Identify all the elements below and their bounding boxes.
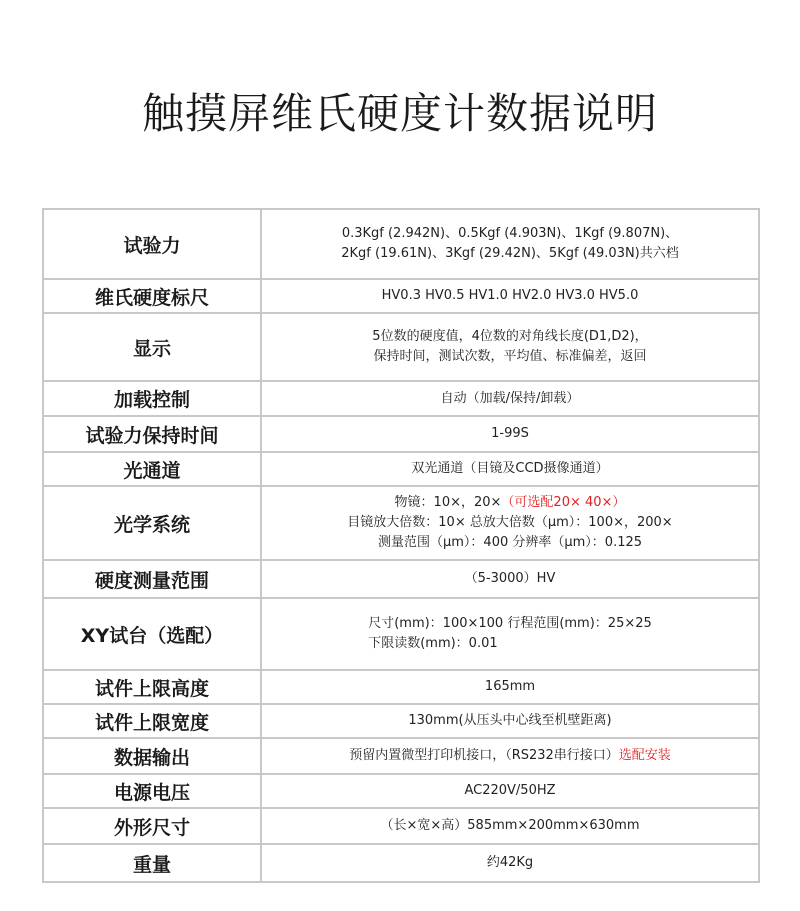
spec-value — [261, 486, 759, 560]
spec-value-line: 约42Kg — [486, 855, 534, 870]
spec-value-line: 尺寸(mm)：100×100 行程范围(mm)：25×25 — [368, 616, 652, 631]
spec-table — [42, 208, 760, 883]
spec-row-optical-system — [43, 486, 759, 560]
spec-value-line: 保持时间，测试次数，平均值、标准偏差，返回 — [373, 349, 647, 364]
spec-row-xy-stage — [43, 598, 759, 670]
spec-value — [261, 738, 759, 774]
spec-value-line: 5位数的硬度值，4位数的对角线长度(D1,D2)， — [372, 329, 648, 344]
spec-value — [261, 416, 759, 452]
spec-value-line: 双光通道（目镜及CCD摄像通道） — [411, 461, 609, 476]
spec-value-line: 1-99S — [491, 426, 529, 441]
spec-value-line: （5-3000）HV — [464, 571, 556, 586]
spec-value-line: 165mm — [484, 679, 536, 694]
spec-row-data-output — [43, 738, 759, 774]
spec-label: 硬度测量范围 — [43, 560, 261, 598]
spec-value — [261, 313, 759, 381]
page-title: 触摸屏维氏硬度计数据说明 — [141, 89, 658, 138]
spec-value-line — [262, 746, 758, 766]
spec-label: 加载控制 — [43, 381, 261, 416]
spec-label: 数据输出 — [43, 738, 261, 774]
spec-row-max-width — [43, 704, 759, 738]
xy-stage-block — [368, 614, 652, 654]
spec-value — [261, 279, 759, 313]
spec-label: 外形尺寸 — [43, 808, 261, 844]
spec-label: 显示 — [43, 313, 261, 381]
spec-label: XY试台（选配） — [43, 598, 261, 670]
spec-row-light-channel — [43, 452, 759, 486]
spec-value-line: 130mm(从压头中心线至机壁距离) — [408, 713, 612, 728]
spec-row-max-height — [43, 670, 759, 704]
spec-value-line: 下限读数(mm)：0.01 — [368, 636, 498, 651]
spec-value-line: （长×宽×高）585mm×200mm×630mm — [380, 818, 640, 833]
spec-label: 试件上限高度 — [43, 670, 261, 704]
spec-value — [261, 452, 759, 486]
spec-value-line — [262, 493, 758, 513]
spec-row-load-control — [43, 381, 759, 416]
spec-row-vickers-scale — [43, 279, 759, 313]
spec-row-display — [43, 313, 759, 381]
spec-value — [261, 808, 759, 844]
spec-value — [261, 381, 759, 416]
spec-label: 重量 — [43, 844, 261, 882]
optional-objective-text: （可选配20× 40×） — [501, 495, 626, 510]
spec-label: 光通道 — [43, 452, 261, 486]
spec-row-test-force — [43, 209, 759, 279]
spec-value — [261, 774, 759, 808]
spec-label: 维氏硬度标尺 — [43, 279, 261, 313]
spec-value-line: HV0.3 HV0.5 HV1.0 HV2.0 HV3.0 HV5.0 — [381, 288, 639, 303]
spec-value-line: 0.3Kgf (2.942N)、0.5Kgf (4.903N)、1Kgf (9.807N)、 — [341, 226, 679, 241]
spec-value — [261, 209, 759, 279]
spec-row-dimensions — [43, 808, 759, 844]
spec-value — [261, 598, 759, 670]
spec-label: 试验力 — [43, 209, 261, 279]
spec-label: 光学系统 — [43, 486, 261, 560]
spec-value — [261, 560, 759, 598]
objective-text: 物镜：10×，20× — [394, 495, 502, 510]
output-interface-text: 预留内置微型打印机接口，（RS232串行接口） — [349, 748, 619, 763]
spec-value-line: AC220V/50HZ — [464, 783, 556, 798]
spec-label: 试件上限宽度 — [43, 704, 261, 738]
spec-label: 试验力保持时间 — [43, 416, 261, 452]
spec-value — [261, 670, 759, 704]
spec-row-power-supply — [43, 774, 759, 808]
spec-value — [261, 844, 759, 882]
spec-row-hardness-range — [43, 560, 759, 598]
spec-value-line: 自动（加载/保持/卸载） — [440, 390, 580, 406]
optional-install-text: 选配安装 — [618, 748, 671, 763]
spec-value-line: 测量范围（μm）：400 分辨率（μm）：0.125 — [377, 535, 643, 550]
spec-value-line: 目镜放大倍数：10× 总放大倍数（μm）：100×，200× — [347, 515, 673, 530]
spec-row-weight — [43, 844, 759, 882]
spec-value — [261, 704, 759, 738]
spec-value-line: 2Kgf (19.61N)、3Kgf (29.42N)、5Kgf (49.03N)共六档 — [341, 246, 679, 261]
spec-label: 电源电压 — [43, 774, 261, 808]
spec-row-dwell-time — [43, 416, 759, 452]
